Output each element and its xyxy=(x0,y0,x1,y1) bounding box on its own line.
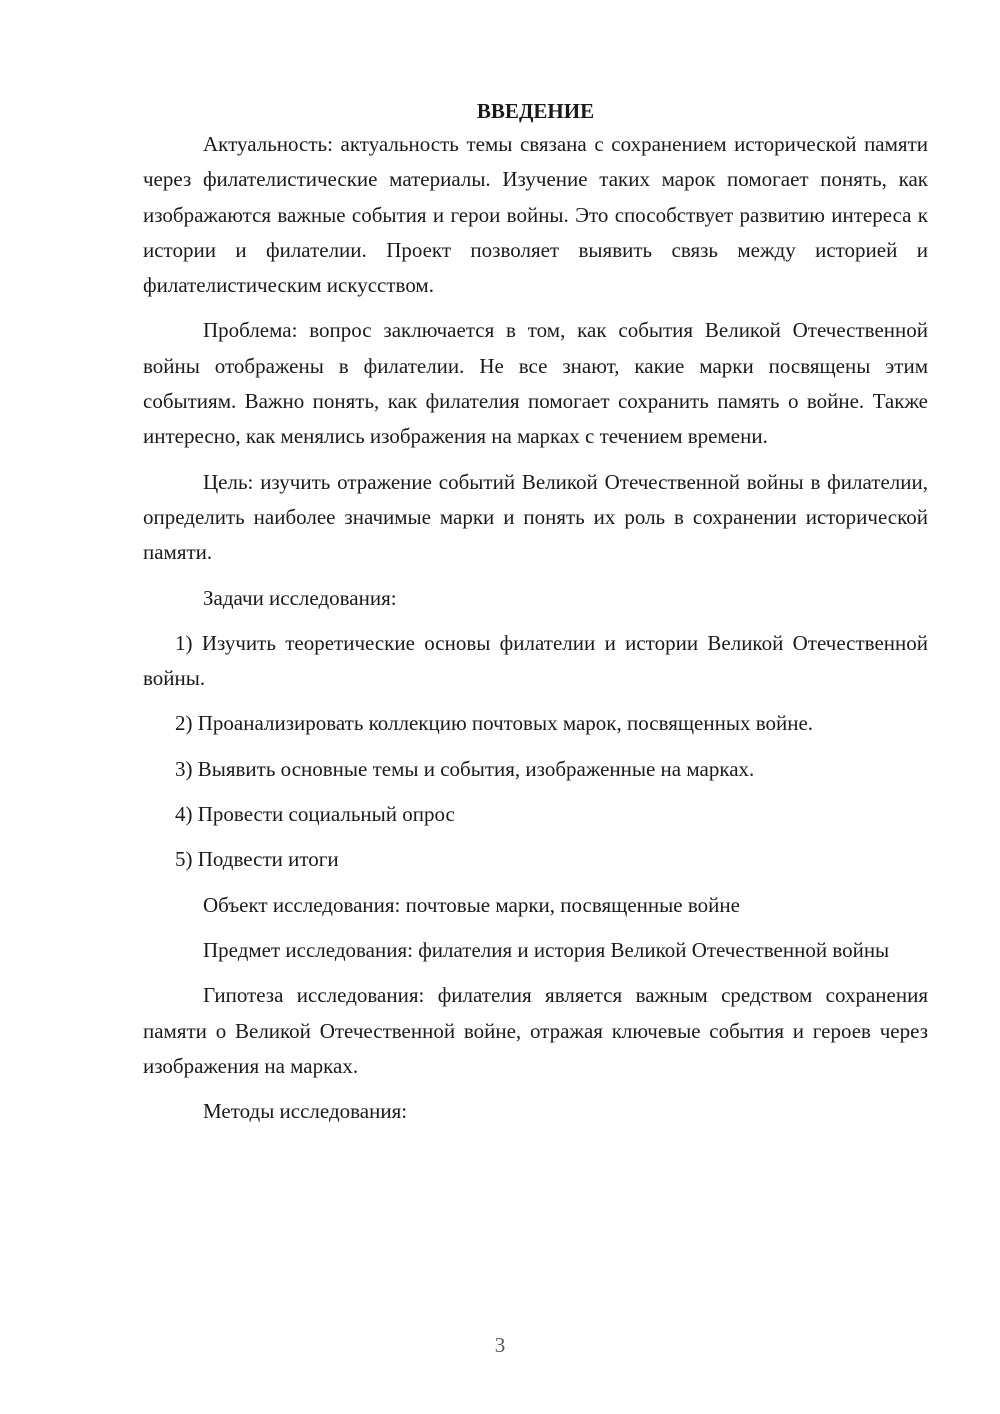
paragraph-tasks-heading: Задачи исследования: xyxy=(203,585,397,610)
task-item-3: 3) Выявить основные темы и события, изображенные на марках. xyxy=(175,756,755,781)
paragraph-subject: Предмет исследования: филателия и история Великой Отечественной войны xyxy=(203,937,890,962)
task-item-1: 1) Изучить теоретические основы филателии и истории Великой Отечественной войны. xyxy=(143,630,928,691)
task-item-4: 4) Провести социальный опрос xyxy=(175,802,455,827)
paragraph-problem: Проблема: вопрос заключается в том, как события Великой Отечественной войны отображены в филателии. Не все знают, какие марки посвящены этим событиям. Важно понять, как филателия помогает сохранить память о войне. Также интересно, как менялись изображения на марках с течением времени. xyxy=(143,318,928,449)
paragraph-methods: Методы исследования: xyxy=(203,1099,408,1124)
task-item-2: 2) Проанализировать коллекцию почтовых марок, посвященных войне. xyxy=(175,711,814,736)
paragraph-relevance: Актуальность: актуальность темы связана с сохранением исторической памяти через филателистические материалы. Изучение таких марок помогает понять, как изображаются важные события и герои войны. Это способствует развитию интереса к истории и филателии. Проект позволяет выявить связь между историей и филателистическим искусством. xyxy=(143,132,928,298)
task-item-5: 5) Подвести итоги xyxy=(175,847,339,872)
page-title: ВВЕДЕНИЕ xyxy=(476,99,595,123)
paragraph-goal: Цель: изучить отражение событий Великой Отечественной войны в филателии, определить наиболее значимые марки и понять их роль в сохранении исторической памяти. xyxy=(143,469,928,565)
paragraph-hypothesis: Гипотеза исследования: филателия является важным средством сохранения памяти о Великой Отечественной войне, отражая ключевые события и героев через изображения на марках. xyxy=(143,983,928,1078)
document-page xyxy=(143,96,928,1139)
paragraph-object: Объект исследования: почтовые марки, посвященные войне xyxy=(203,892,740,917)
page-number: 3 xyxy=(494,1333,506,1357)
